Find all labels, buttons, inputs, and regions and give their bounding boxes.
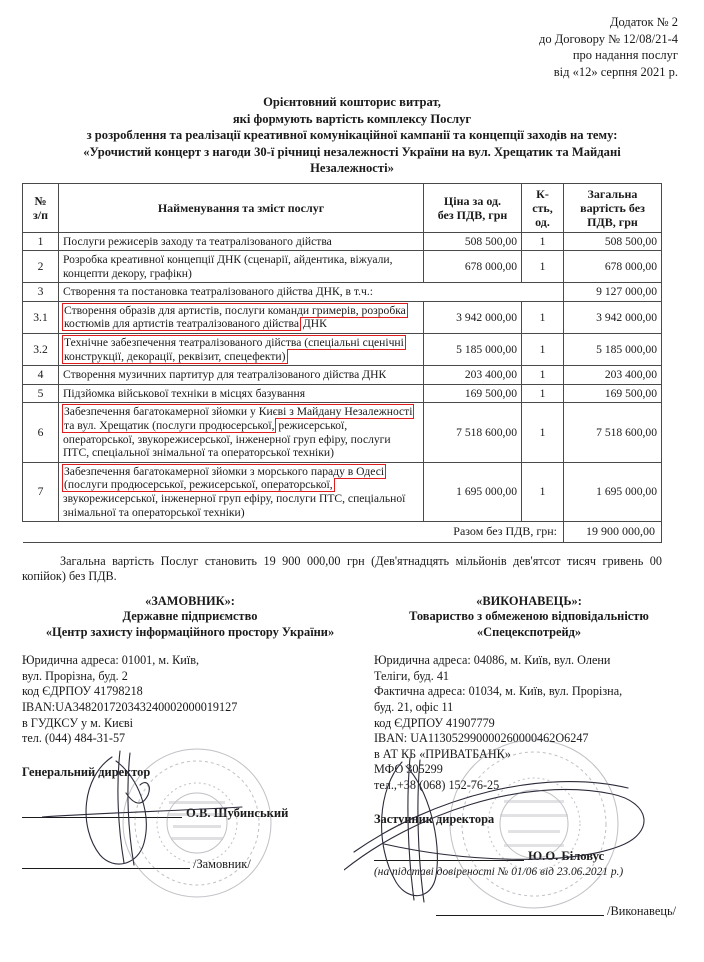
col-header-qty-l1: К-: [536, 186, 549, 201]
row-description-tail: звукорежисерської, інженерної груп ефіру, послуги ПТС, спеціальної знімальної та операторської техніки): [63, 492, 406, 519]
contractor-detail-line: Теліги, буд. 41: [374, 668, 450, 683]
row-quantity: 1: [522, 403, 564, 462]
contractor-heading: [374, 594, 694, 641]
row-description: [59, 403, 424, 462]
customer-final-line-row: [22, 857, 358, 872]
total-label: Разом без ПДВ, грн:: [23, 522, 564, 543]
row-quantity: 1: [522, 251, 564, 283]
contractor-detail-line: Фактична адреса: 01034, м. Київ, вул. Прорізна,: [374, 684, 623, 699]
document-header: [0, 0, 704, 80]
row-quantity: 1: [522, 366, 564, 385]
customer-detail-line: Юридична адреса: 01001, м. Київ,: [22, 653, 199, 668]
row-price: 508 500,00: [424, 232, 522, 251]
customer-detail-line: IBAN:UA348201720343240002000019127: [22, 700, 238, 715]
contractor-org-line-1: Товариство з обмеженою відповідальністю: [409, 609, 649, 624]
contractor-block: [358, 594, 694, 962]
col-header-number-l2: з/п: [32, 207, 49, 222]
highlight-box: Забезпечення багатокамерної зйомки з морського параду в Одесі (послуги продюсерської, режисерської, операторської,: [64, 464, 385, 492]
row-number: 3: [23, 283, 59, 302]
customer-detail-line: тел. (044) 484-31-57: [22, 731, 126, 746]
header-line-1: Додаток № 2: [609, 15, 678, 29]
customer-signature-line-row: [22, 806, 358, 821]
customer-final-rule: [22, 868, 190, 869]
row-quantity: 1: [522, 301, 564, 333]
customer-signer-name: О.В. Шубинський: [186, 805, 289, 820]
estimate-table: [22, 183, 662, 543]
contractor-signer-note: (на підставі довіреності № 01/06 від 23.06.2021 р.): [374, 865, 624, 878]
row-description: Підзйомка військової техніки в місцях базування: [59, 384, 424, 403]
table-header-row: [23, 183, 662, 232]
row-quantity: 1: [522, 334, 564, 366]
col-header-quantity: [522, 183, 564, 232]
table-row: [23, 384, 662, 403]
row-description-tail: ДНК: [302, 317, 327, 331]
row-number: 5: [23, 384, 59, 403]
row-price: 5 185 000,00: [424, 334, 522, 366]
row-description-tail: режисерської, операторської, звукорежисерської, інженерної груп ефіру, послуги ПТС, спеціальної знімальної та операторської техніки): [63, 419, 391, 460]
customer-signature-area: [22, 765, 358, 925]
title-line-5: Незалежності»: [310, 161, 394, 175]
table-row: [23, 251, 662, 283]
row-quantity: 1: [522, 462, 564, 521]
customer-block: [22, 594, 358, 962]
row-price: 678 000,00: [424, 251, 522, 283]
contractor-org-line-2: «Спецекспотрейд»: [476, 624, 582, 639]
header-line-2: до Договору № 12/08/21-4: [538, 31, 678, 46]
col-header-price-l1: Ціна за од.: [443, 193, 502, 208]
table-row: [23, 366, 662, 385]
col-header-total-l2: вартість без: [580, 200, 645, 215]
total-value: 19 900 000,00: [564, 522, 662, 543]
contractor-signature-area: [374, 812, 694, 962]
row-number: 3.2: [23, 334, 59, 366]
highlight-box: Технічне забезпечення театралізованого дійства (спеціальні сценічні конструкції, декорації, реквізит, спецефекти): [64, 336, 404, 363]
col-header-price-l2: без ПДВ, грн: [437, 207, 508, 222]
row-price: 203 400,00: [424, 366, 522, 385]
row-total: 9 127 000,00: [564, 283, 662, 302]
row-number: 4: [23, 366, 59, 385]
row-price: 3 942 000,00: [424, 301, 522, 333]
contractor-detail-line: код ЄДРПОУ 41907779: [374, 715, 495, 730]
customer-heading: [22, 594, 358, 641]
table-row: [23, 334, 662, 366]
row-description: [59, 334, 424, 366]
table-row: [23, 232, 662, 251]
row-total: 508 500,00: [564, 232, 662, 251]
highlight-box: Створення образів для артистів, послуги команди гримерів, розробка костюмів для артистів театралізованого дійства: [64, 303, 406, 331]
row-number: 2: [23, 251, 59, 283]
title-line-2: які формують вартість комплексу Послуг: [232, 111, 472, 126]
col-header-total: [564, 183, 662, 232]
col-header-number: [23, 183, 59, 232]
row-total: 169 500,00: [564, 384, 662, 403]
customer-org-line-1: Державне підприємство: [122, 609, 258, 624]
row-description: Створення та постановка театралізованого дійства ДНК, в т.ч.:: [59, 283, 564, 302]
col-header-number-l1: №: [34, 193, 47, 208]
parties-section: [22, 594, 694, 962]
row-price: 169 500,00: [424, 384, 522, 403]
contractor-final-line-row: [374, 904, 694, 919]
customer-role-title: «ЗАМОВНИК»:: [145, 593, 235, 608]
title-line-1: Орієнтовний кошторис витрат,: [263, 95, 441, 109]
document-title: [22, 94, 682, 177]
customer-details: [22, 653, 358, 747]
contractor-detail-line: в АТ КБ «ПРИВАТБАНК»: [374, 746, 511, 761]
col-header-qty-l2: сть,: [532, 200, 553, 215]
table-total-row: [23, 522, 662, 543]
contractor-role-title: «ВИКОНАВЕЦЬ»:: [476, 593, 582, 608]
table-row: [23, 283, 662, 302]
row-price: 7 518 600,00: [424, 403, 522, 462]
contractor-detail-line: тел.,+38 (068) 152-76-25: [374, 778, 500, 793]
row-total: 1 695 000,00: [564, 462, 662, 521]
row-description: Розробка креативної концепції ДНК (сценарії, айдентика, віжуали, концепти декору, графікн): [59, 251, 424, 283]
contractor-detail-line: IBAN: UA113052990000260000462O6247: [374, 731, 589, 746]
summary-paragraph: Загальна вартість Послуг становить 19 900 000,00 грн (Дев'ятнадцять мільйонів дев'ятсот тисяч гривень 00 копійок) без ПДВ.: [22, 553, 662, 584]
col-header-description: Найменування та зміст послуг: [59, 183, 424, 232]
header-line-4: від «12» серпня 2021 р.: [553, 64, 678, 79]
customer-detail-line: в ГУДКСУ у м. Києві: [22, 715, 133, 730]
contractor-detail-line: Юридична адреса: 04086, м. Київ, вул. Олени: [374, 653, 611, 668]
contractor-detail-line: МФО 305299: [374, 762, 443, 777]
row-description: Послуги режисерів заходу та театралізованого дійства: [59, 232, 424, 251]
row-total: 5 185 000,00: [564, 334, 662, 366]
customer-signer-role: Генеральний директор: [22, 764, 151, 779]
contractor-final-rule: [436, 915, 604, 916]
row-number: 7: [23, 462, 59, 521]
customer-final-label: /Замовник/: [193, 856, 251, 871]
title-line-3: з розроблення та реалізації креативної комунікаційної кампанії та концепції заходів на тему:: [86, 128, 618, 142]
estimate-table-wrapper: [22, 183, 662, 543]
row-description: [59, 462, 424, 521]
customer-org-line-2: «Центр захисту інформаційного простору України»: [45, 624, 335, 639]
table-row: [23, 301, 662, 333]
header-line-3: про надання послуг: [572, 48, 678, 62]
col-header-qty-l3: од.: [535, 214, 550, 229]
row-quantity: 1: [522, 232, 564, 251]
row-total: 3 942 000,00: [564, 301, 662, 333]
contractor-signer-name: Ю.О. Біловус: [528, 848, 605, 863]
highlight-box: Забезпечення багатокамерної зйомки у Києві з Майдану Незалежності та вул. Хрещатик (послуги продюсерської,: [64, 405, 413, 433]
row-total: 678 000,00: [564, 251, 662, 283]
col-header-price: [424, 183, 522, 232]
row-description: Створення музичних партитур для театралізованого дійства ДНК: [59, 366, 424, 385]
col-header-total-l3: ПДВ, грн: [587, 214, 638, 229]
customer-detail-line: код ЄДРПОУ 41798218: [22, 684, 143, 699]
col-header-total-l1: Загальна: [587, 186, 638, 201]
contractor-signature-rule: [374, 860, 524, 861]
table-row: [23, 403, 662, 462]
row-price: 1 695 000,00: [424, 462, 522, 521]
row-total: 203 400,00: [564, 366, 662, 385]
title-line-4: «Урочистий концерт з нагоди 30-ї річниці незалежності України на вул. Хрещатик та Майдані: [83, 144, 621, 159]
customer-detail-line: вул. Прорізна, буд. 2: [22, 668, 128, 683]
contractor-detail-line: буд. 21, офіс 11: [374, 700, 454, 715]
table-row: [23, 462, 662, 521]
table-body: [23, 232, 662, 542]
row-number: 1: [23, 232, 59, 251]
customer-signature-rule: [22, 817, 182, 818]
row-number: 3.1: [23, 301, 59, 333]
contractor-details: [374, 653, 694, 793]
row-description: [59, 301, 424, 333]
contractor-signer-role: Заступник директора: [374, 811, 495, 826]
row-total: 7 518 600,00: [564, 403, 662, 462]
contractor-signature-line-row: [374, 849, 694, 864]
contractor-final-label: /Виконавець/: [607, 903, 677, 918]
row-number: 6: [23, 403, 59, 462]
row-quantity: 1: [522, 384, 564, 403]
